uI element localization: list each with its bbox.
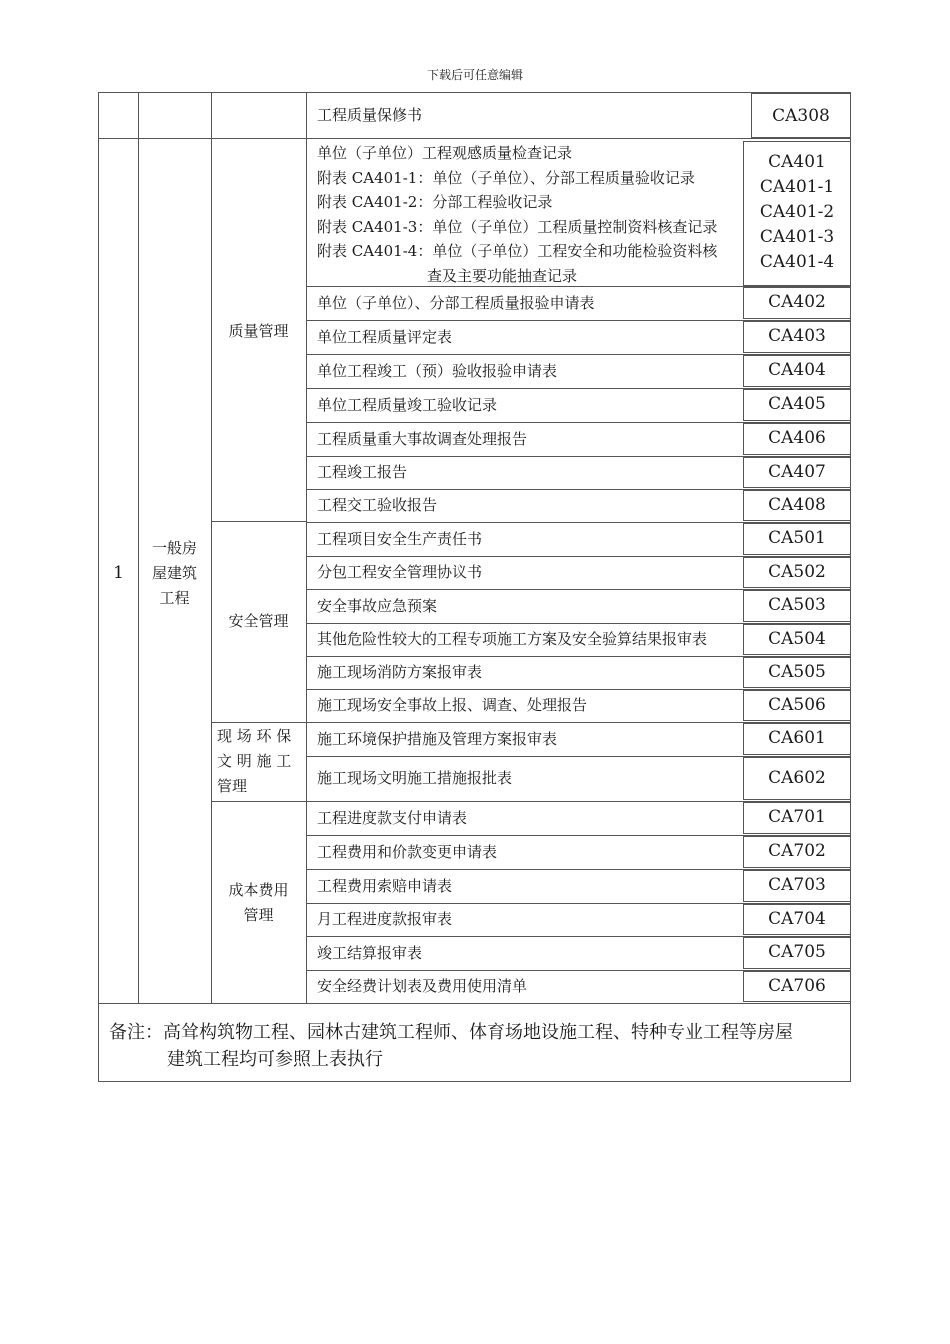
section-title-line-2: 屋建筑 <box>151 564 197 582</box>
row-code: CA703 <box>768 875 826 895</box>
row-name: 工程进度款支付申请表 <box>317 808 468 827</box>
row-code: CA407 <box>768 461 826 482</box>
row-code: CA504 <box>768 628 826 649</box>
section-title <box>138 536 211 611</box>
first-block-names <box>317 141 717 289</box>
first-block-code-3: CA401-2 <box>759 202 835 222</box>
remark-line-2: 建筑工程均可参照上表执行 <box>167 1049 383 1070</box>
top-row-name: 工程质量保修书 <box>317 106 423 124</box>
row-name: 工程竣工报告 <box>317 463 408 481</box>
row-name: 其他危险性较大的工程专项施工方案及安全验算结果报审表 <box>317 630 708 648</box>
row-name: 工程项目安全生产责任书 <box>317 529 483 548</box>
category-env-line-1: 现 场 环 保 <box>217 727 292 745</box>
first-block-code-5: CA401-4 <box>759 252 835 272</box>
row-code: CA408 <box>768 494 826 515</box>
first-block-line-2: 附表 CA401-1：单位（子单位）、分部工程质量验收记录 <box>317 168 695 187</box>
remark <box>109 1019 844 1073</box>
row-name: 施工现场消防方案报审表 <box>317 663 483 681</box>
row-name: 月工程进度款报审表 <box>317 910 453 928</box>
row-code: CA505 <box>768 661 826 682</box>
row-code: CA406 <box>768 428 826 448</box>
top-row-bottom <box>99 138 850 139</box>
first-block-line-3: 附表 CA401-2：分部工程验收记录 <box>317 193 553 212</box>
category-env-bottom <box>211 801 306 802</box>
first-block-line-5: 附表 CA401-4：单位（子单位）工程安全和功能检验资料核 <box>317 242 718 261</box>
category-quality: 质量管理 <box>228 322 289 340</box>
section-title-line-1: 一般房 <box>151 539 197 557</box>
row-code: CA402 <box>768 292 826 312</box>
first-block-line-4: 附表 CA401-3：单位（子单位）工程质量控制资料核查记录 <box>317 217 718 236</box>
row-name: 单位工程质量评定表 <box>317 327 453 346</box>
row-code: CA404 <box>768 360 826 380</box>
document-table <box>98 92 851 1082</box>
row-name: 施工环境保护措施及管理方案报审表 <box>317 729 558 748</box>
section-title-line-3: 工程 <box>159 589 190 607</box>
row-name: 施工现场安全事故上报、调查、处理报告 <box>317 696 588 714</box>
row-code: CA602 <box>768 767 826 788</box>
remark-top-line <box>99 1003 850 1004</box>
row-code: CA501 <box>768 528 826 548</box>
row-name: 工程交工验收报告 <box>317 496 438 514</box>
row-name: 工程费用索赔申请表 <box>317 876 453 895</box>
col-divider-2 <box>211 93 212 1004</box>
row-code: CA701 <box>768 807 826 827</box>
row-name: 工程费用和价款变更申请表 <box>317 842 498 861</box>
first-block-code-2: CA401-1 <box>759 177 835 197</box>
category-cost <box>211 878 306 928</box>
row-name: 单位（子单位）、分部工程质量报验申请表 <box>317 293 595 312</box>
row-code: CA506 <box>768 694 826 715</box>
row-name: 分包工程安全管理协议书 <box>317 563 483 581</box>
first-block-code-4: CA401-3 <box>759 227 835 247</box>
row-name: 安全事故应急预案 <box>317 596 438 615</box>
category-cost-line-2: 管理 <box>243 906 274 924</box>
row-code: CA702 <box>768 841 826 861</box>
row-code: CA704 <box>768 908 826 929</box>
category-quality-bottom <box>211 521 306 522</box>
row-name: 单位工程竣工（预）验收报验申请表 <box>317 361 558 380</box>
first-block-code-1: CA401 <box>768 152 826 172</box>
row-name: 安全经费计划表及费用使用清单 <box>317 977 528 995</box>
first-block-line-1: 单位（子单位）工程观感质量检查记录 <box>317 144 573 162</box>
row-code: CA705 <box>768 942 826 962</box>
category-env <box>217 724 303 799</box>
row-code: CA405 <box>768 394 826 414</box>
row-code: CA502 <box>768 561 826 582</box>
row-name: 施工现场文明施工措施报批表 <box>317 769 513 787</box>
top-row-code: CA308 <box>772 106 830 126</box>
remark-line-1: 备注：高耸构筑物工程、园林古建筑工程师、体育场地设施工程、特种专业工程等房屋 <box>109 1022 793 1043</box>
col-divider-3 <box>306 93 307 1004</box>
row-name: 单位工程质量竣工验收记录 <box>317 395 498 414</box>
row-code: CA403 <box>768 326 826 346</box>
section-number: 1 <box>113 563 124 583</box>
category-safety: 安全管理 <box>228 612 289 630</box>
row-code: CA503 <box>768 595 826 615</box>
category-safety-bottom <box>211 722 306 723</box>
row-code: CA601 <box>768 728 826 748</box>
category-env-line-2: 文 明 施 工 <box>217 752 292 770</box>
row-name: 竣工结算报审表 <box>317 943 423 962</box>
first-block-codes <box>743 150 851 275</box>
page-header-note: 下载后可任意编辑 <box>426 68 523 82</box>
category-cost-line-1: 成本费用 <box>228 881 289 899</box>
row-name: 工程质量重大事故调查处理报告 <box>317 429 528 448</box>
category-env-line-3: 管理 <box>217 777 248 795</box>
row-code: CA706 <box>768 975 826 996</box>
first-block-line-6: 查及主要功能抽查记录 <box>427 266 578 285</box>
